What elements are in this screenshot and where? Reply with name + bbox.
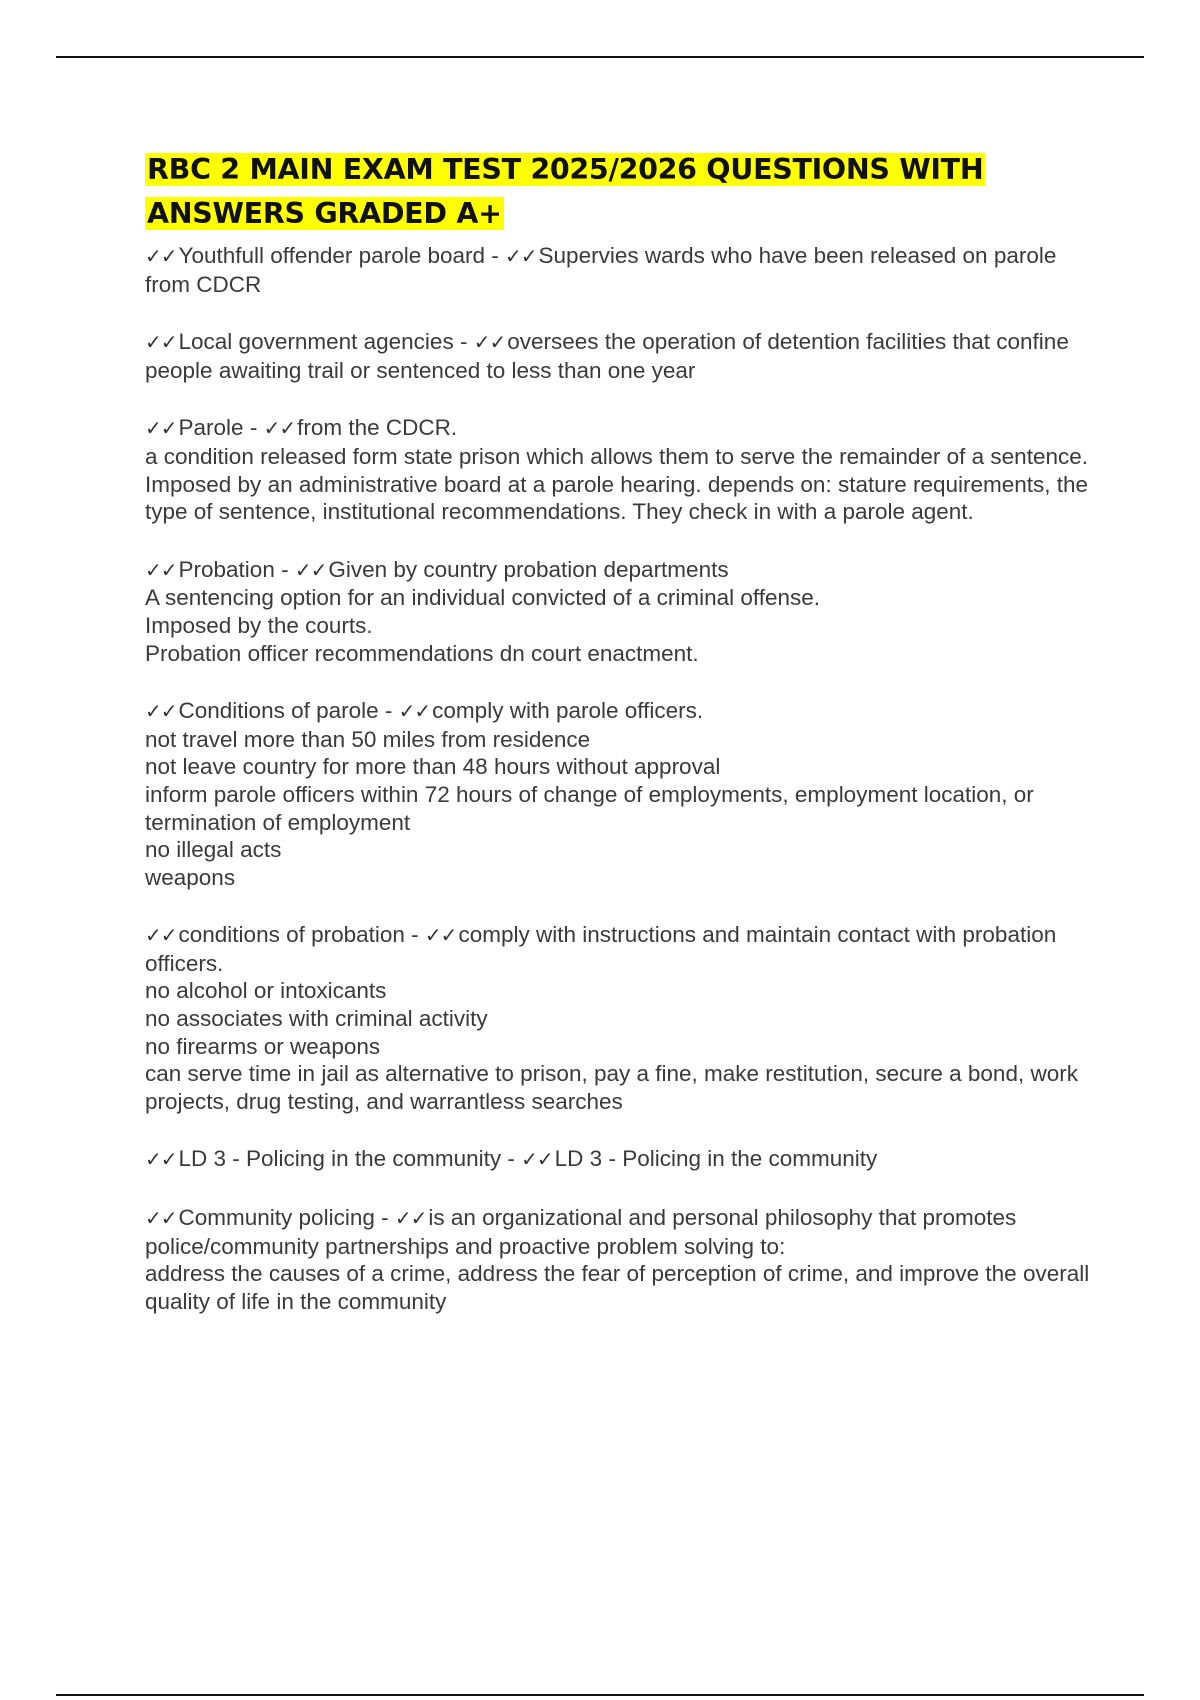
entry-main-line [145,921,1090,977]
entry-extra-line: not travel more than 50 miles from residence [145,726,591,752]
entry-term: conditions of probation [178,922,405,948]
entry-definition: oversees the operation of detention facilities that confine people awaiting trail or sentenced to less than one year [145,329,1069,383]
entry-definition: LD 3 - Policing in the community [554,1146,878,1172]
entry-extra-line: no illegal acts [145,837,282,863]
top-rule [56,56,1144,58]
entry-extra-line: no firearms or weapons [145,1033,381,1059]
bottom-rule [56,1694,1144,1696]
entry-extra-line: not leave country for more than 48 hours without approval [145,754,721,780]
entry-definition: from the CDCR. [297,415,458,441]
entry-extra-line: inform parole officers within 72 hours of change of employments, employment location, or termination of employment [145,781,1034,835]
check-icon: ✓✓ [263,416,296,441]
document-title [145,148,1090,236]
entry-definition: comply with parole officers. [432,698,704,724]
entry-separator: - [374,1205,395,1231]
check-icon: ✓✓ [145,244,177,268]
entry-term: Youthfull offender parole board [178,243,486,268]
entry [145,1145,1090,1174]
entry-extra-line: weapons [145,864,236,890]
entry-extra-line: address the causes of a crime, address the fear of perception of crime, and improve the overall quality of life in the community [145,1261,1090,1314]
entry [145,921,1090,1115]
check-icon: ✓✓ [145,923,177,948]
check-icon: ✓✓ [473,330,506,355]
check-icon: ✓✓ [394,1206,427,1231]
entry-definition: is an organizational and personal philosophy that promotes police/community partnerships and proactive problem solving to: [145,1205,1017,1259]
entry-extra-line: a condition released form state prison which allows them to serve the remainder of a sentence. Imposed by an administrative board at a parole hearing. depends on: stature requirements, the type of sentence, institutional recommendations. They check in with a parole agent. [145,443,1089,525]
check-icon: ✓✓ [145,416,177,441]
entry-main-line [145,1145,1090,1174]
entry-separator: - [453,329,474,355]
check-icon: ✓✓ [145,1147,177,1172]
entry-main-line [145,1204,1090,1260]
entry [145,1204,1090,1315]
entry-main-line [145,414,1090,443]
entry-extra-line: A sentencing option for an individual convicted of a criminal offense. [145,585,820,611]
entry-term: LD 3 - Policing in the community [178,1146,502,1172]
check-icon: ✓✓ [145,699,177,724]
check-icon: ✓✓ [398,699,431,724]
check-icon: ✓✓ [294,557,327,582]
check-icon: ✓✓ [145,330,177,355]
entry-main-line [145,697,1090,726]
entry-separator: - [501,1146,522,1172]
entry-term: Community policing [178,1205,375,1231]
entry-definition: comply with instructions and maintain contact with probation officers. [145,922,1057,976]
entry [145,242,1090,298]
entry [145,556,1090,667]
entry-extra-line: Imposed by the courts. [145,612,373,638]
entry-extra-line: can serve time in jail as alternative to prison, pay a fine, make restitution, secure a bond, work projects, drug testing, and warrantless searches [145,1061,1078,1114]
document-title-text: RBC 2 MAIN EXAM TEST 2025/2026 QUESTIONS WITH ANSWERS GRADED A+ [147,153,984,230]
check-icon: ✓✓ [521,1147,553,1172]
entry-main-line [145,242,1090,298]
entry-separator: - [274,556,295,582]
check-icon: ✓✓ [505,244,537,268]
entry-extra-line: no alcohol or intoxicants [145,978,387,1004]
entry-extra-line: Probation officer recommendations dn court enactment. [145,640,699,666]
entry-separator: - [404,922,425,948]
entry-separator: - [485,243,506,268]
entry-list [145,242,1090,1315]
entry-extra-line: no associates with criminal activity [145,1006,488,1032]
entry-term: Local government agencies [178,329,454,355]
entry-term: Probation [178,556,275,582]
check-icon: ✓✓ [145,557,177,582]
entry [145,328,1090,384]
entry-separator: - [243,415,264,441]
entry-main-line [145,556,1090,585]
entry [145,414,1090,525]
entry-separator: - [378,698,399,724]
entry-term: Parole [178,415,244,441]
entry-definition: Given by country probation departments [328,556,729,582]
entry [145,697,1090,891]
entry-main-line [145,328,1090,384]
check-icon: ✓✓ [424,923,457,948]
entry-term: Conditions of parole [178,698,379,724]
check-icon: ✓✓ [145,1206,177,1231]
document-content [145,148,1090,1345]
entry-definition: Supervies wards who have been released on parole from CDCR [145,243,1057,297]
